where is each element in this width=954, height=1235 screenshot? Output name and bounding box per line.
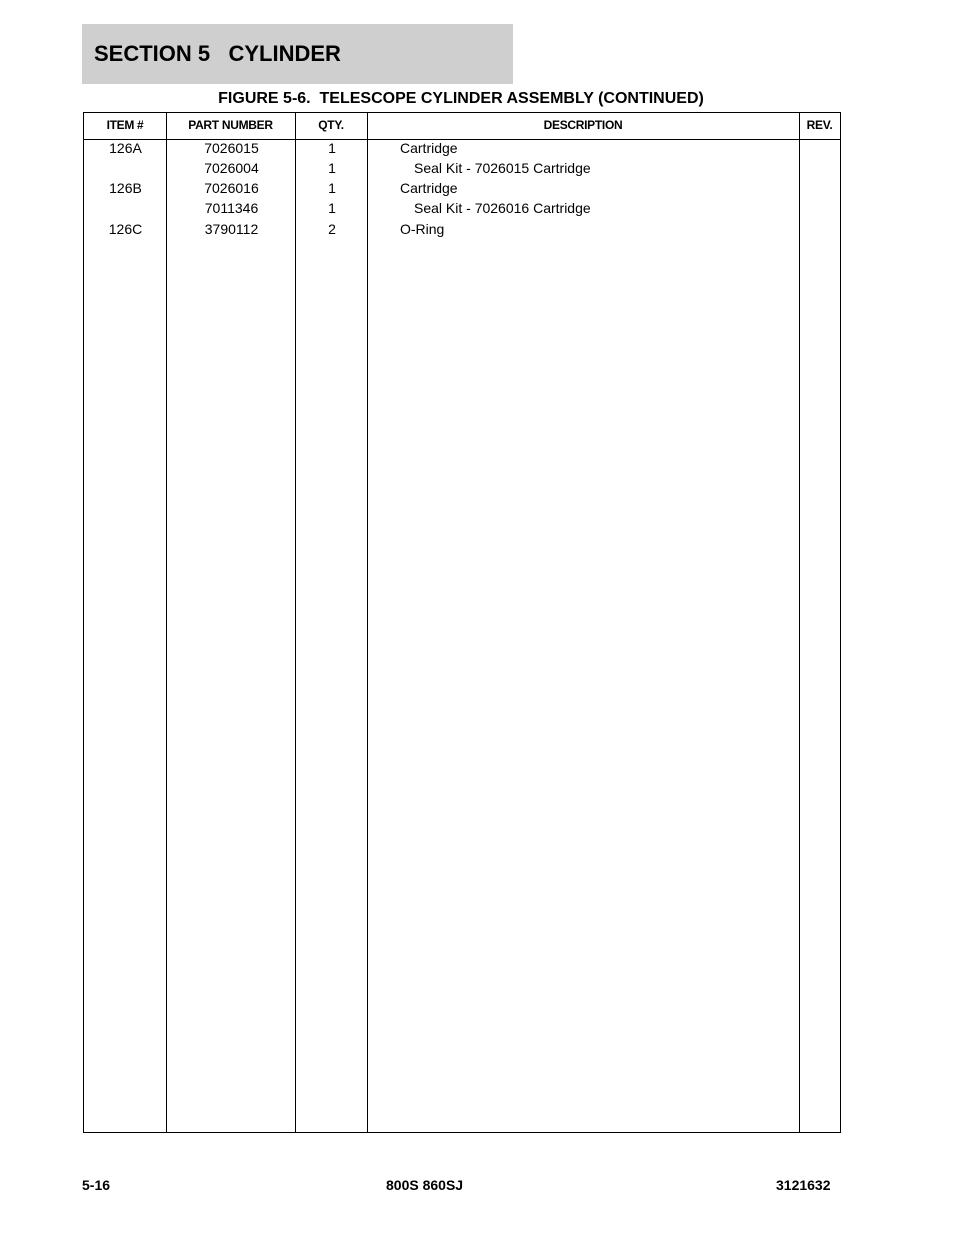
quantity: 2 [328, 221, 336, 237]
table-row [84, 140, 840, 160]
description: Cartridge [400, 140, 458, 156]
header-qty: QTY. [318, 118, 344, 132]
column-divider [166, 113, 167, 1132]
table-row [84, 160, 840, 180]
quantity: 1 [328, 180, 336, 196]
model-name: 800S 860SJ [386, 1177, 464, 1193]
header-item: ITEM # [106, 118, 144, 132]
table-row [84, 200, 840, 220]
section-title: SECTION 5 CYLINDER [94, 41, 341, 66]
item-number: 126C [108, 221, 143, 237]
description: O-Ring [400, 221, 445, 237]
quantity: 1 [328, 200, 336, 216]
document-number: 3121632 [776, 1177, 831, 1193]
page-number: 5-16 [82, 1177, 111, 1193]
description: Cartridge [400, 180, 458, 196]
part-number: 7026004 [204, 160, 259, 176]
part-number: 7026016 [204, 180, 259, 196]
quantity: 1 [328, 160, 336, 176]
description: Seal Kit - 7026015 Cartridge [414, 160, 591, 176]
column-divider [799, 113, 800, 1132]
parts-table [83, 112, 841, 1133]
section-banner [82, 24, 513, 84]
description: Seal Kit - 7026016 Cartridge [414, 200, 591, 216]
quantity: 1 [328, 140, 336, 156]
item-number: 126B [109, 180, 142, 196]
header-description: DESCRIPTION [543, 118, 623, 132]
part-number: 7011346 [204, 200, 259, 216]
table-row [84, 221, 840, 241]
part-number: 3790112 [204, 221, 259, 237]
figure-title: FIGURE 5-6. TELESCOPE CYLINDER ASSEMBLY (CONTINUED) [218, 90, 704, 107]
header-rev: REV. [806, 118, 833, 132]
column-divider [367, 113, 368, 1132]
header-part-number: PART NUMBER [188, 118, 273, 132]
part-number: 7026015 [204, 140, 259, 156]
item-number: 126A [109, 140, 142, 156]
column-divider [295, 113, 296, 1132]
table-row [84, 180, 840, 200]
